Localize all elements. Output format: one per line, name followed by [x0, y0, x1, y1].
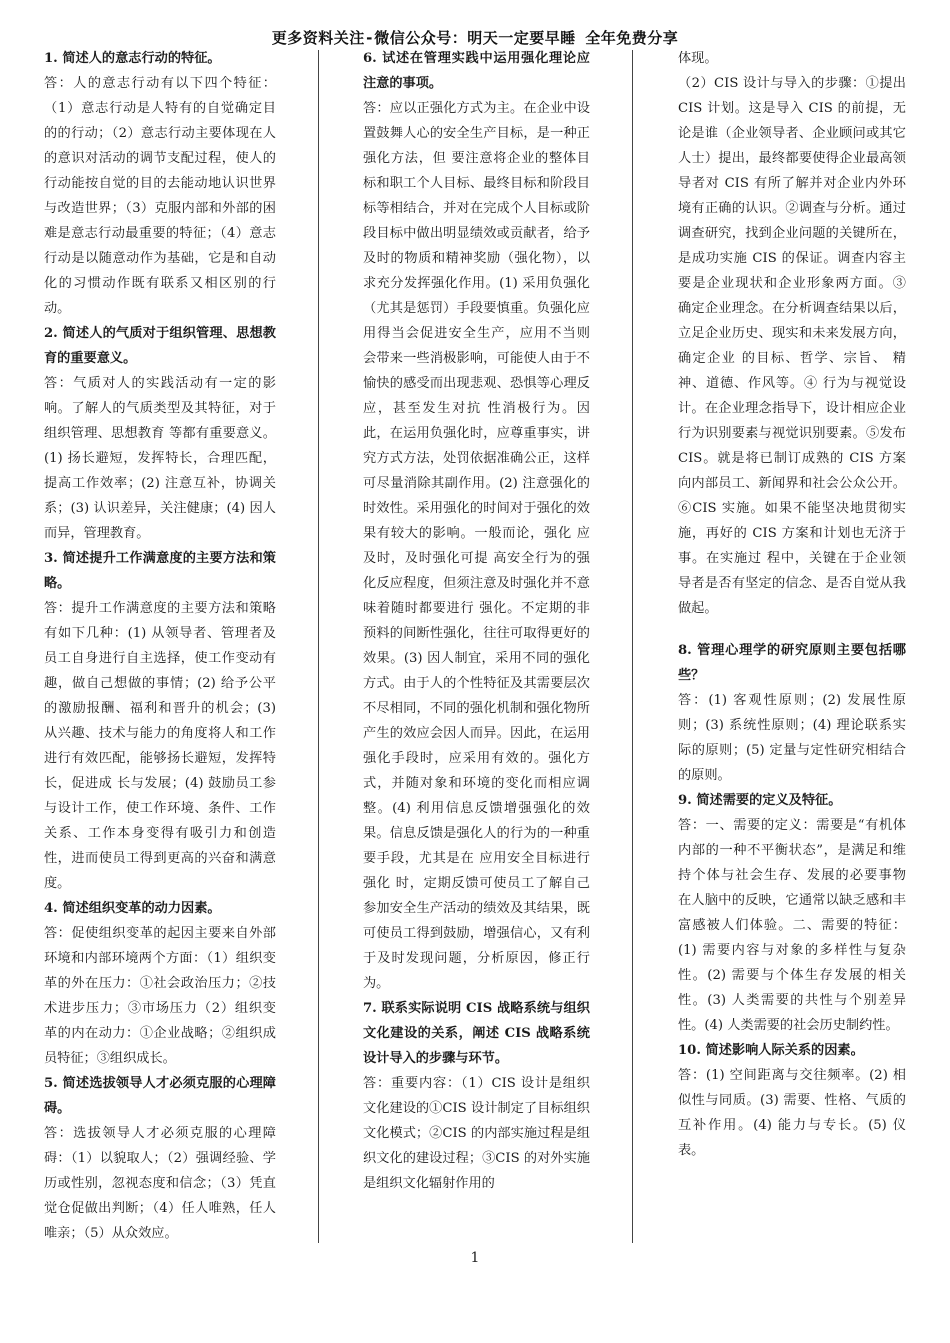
answer-7-part-2: 体现。 [678, 51, 718, 66]
text-column-1 [44, 46, 276, 1246]
page-number: 1 [470, 1250, 480, 1266]
question-9: 9. 简述需要的定义及特征。 [678, 793, 842, 808]
question-4: 4. 简述组织变革的动力因素。 [44, 901, 221, 916]
question-3: 3. 简述提升工作满意度的主要方法和策略。 [44, 551, 276, 591]
answer-4: 答：促使组织变革的起因主要来自外部环境和内部环境两个方面：（1）组织变革的外在压力：①社会政治压力；②技术进步压力；③市场压力（2）组织变革的内在动力：①企业战略；②组织成员特征；③组织成长。 [44, 926, 276, 1066]
text-column-3 [678, 46, 906, 1163]
paragraph-gap [678, 621, 906, 638]
answer-9: 答：一、需要的定义：需要是“有机体内部的一种不平衡状态”，是满足和维持个体与社会生存、发展的必要事物 在人脑中的反映，它通常以缺乏感和丰富感被人们体验。二、需要的特征：(1) 需要内容与对象的多样性与复杂性。(2) 需要与个体生存发展的相关性。(3) 人类需要的共性与个别差异性。(4) 人类需要的社会历史制约性。 [678, 818, 906, 1033]
text-column-2 [363, 46, 590, 1196]
answer-6: 答：应以正强化方式为主。在企业中设置鼓舞人心的安全生产目标，是一种正强化方法，但 要注意将企业的整体目标和职工个人目标、最终目标和阶段目标等相结合，并对在完成个人目标或阶段目标中做出明显绩效或贡献者，给予及时的物质和精神奖励（强化物），以求充分发挥强化作用。(1) 采用负强化（尤其是惩罚）手段要慎重。负强化应用得当会促进安全生产，应用不当则 会带来一些消极影响，可能使人由于不愉快的感受而出现悲观、恐惧等心理反应，甚至发生对抗 性消极行为。因此，在运用负强化时，应尊重事实，讲究方式方法，处罚依据准确公正，这样可尽量消除其副作用。(2) 注意强化的时效性。采用强化的时间对于强化的效果有较大的影响。一般而论，强化 应及时，及时强化可提 高安全行为的强化反应程度，但须注意及时强化并不意味着随时都要进行 强化。不定期的非预料的间断性强化，往往可取得更好的效果。(3) 因人制宜，采用不同的强化方式。由于人的个性特征及其需要层次不尽相同，不同的强化机制和强化物所产生的效应会因人而异。因此，在运用强化手段时，应采用有效的。强化方式，并随对象和环境的变化而相应调整。(4) 利用信息反馈增强强化的效果。信息反馈是强化人的行为的一种重要手段，尤其是在 应用安全目标进行强化 时，定期反馈可使员工了解自己参加安全生产活动的绩效及其结果，既可使员工得到鼓励，增强信心，又有利于及时发现问题，分析原因，修正行为。 [363, 101, 590, 991]
answer-1: 答：人的意志行动有以下四个特征：（1）意志行动是人特有的自觉确定目的的行动；（2）意志行动主要体现在人的意识对活动的调节支配过程，使人的行动能按自觉的目的去能动地认识世界与改造世界；（3）克服内部和外部的困难是意志行动最重要的特征；（4）意志行动是以随意动作为基础，它是和自动化的习惯动作既有联系又相区别的行动。 [44, 76, 276, 316]
answer-5: 答：选拔领导人才必须克服的心理障碍：（1）以貌取人；（2）强调经验、学历或性别，忽视态度和信念；（3）凭直觉仓促做出判断；（4）任人唯熟，任人唯亲；（5）从众效应。 [44, 1126, 276, 1241]
question-8: 8. 管理心理学的研究原则主要包括哪些？ [678, 643, 906, 683]
question-2: 2. 简述人的气质对于组织管理、思想教育的重要意义。 [44, 326, 276, 366]
column-divider-1 [318, 50, 319, 1243]
question-7: 7. 联系实际说明 CIS 战略系统与组织文化建设的关系，阐述 CIS 战略系统设计导入的步骤与环节。 [363, 1001, 590, 1066]
answer-8: 答：(1) 客观性原则；(2) 发展性原则；(3) 系统性原则；(4) 理论联系实际的原则；(5) 定量与定性研究相结合的原则。 [678, 693, 906, 783]
question-1: 1. 简述人的意志行动的特征。 [44, 51, 221, 66]
question-6: 6. 试述在管理实践中运用强化理论应注意的事项。 [363, 51, 590, 91]
header-banner: 更多资料关注-微信公众号：明天一定要早睡 全年免费分享 [271, 29, 679, 47]
answer-10: 答：(1) 空间距离与交往频率。(2) 相似性与同质。(3) 需要、性格、气质的互补作用。(4) 能力与专长。(5) 仪表。 [678, 1068, 906, 1158]
answer-3: 答：提升工作满意度的主要方法和策略有如下几种：(1) 从领导者、管理者及员工自身进行自主选择，使工作变动有趣，做自己想做的事情；(2) 给予公平的激励报酬、福利和晋升的机会；(3) 从兴趣、技术与能力的角度将人和工作进行有效匹配，能够扬长避短，发挥特长，促进成 长与发展；(4) 鼓励员工参与设计工作，使工作环境、条件、工作关系、工作本身变得有吸引力和创造性，进而使员工得到更高的兴奋和满意度。 [44, 601, 276, 891]
answer-7-part-1: 答：重要内容：（1）CIS 设计是组织文化建设的①CIS 设计制定了目标组织文化模式；②CIS 的内部实施过程是组织文化的建设过程；③CIS 的对外实施是组织文化辐射作用的 [363, 1076, 590, 1191]
answer-2: 答：气质对人的实践活动有一定的影响。了解人的气质类型及其特征，对于组织管理、思想教育 等都有重要意义。(1) 扬长避短，发挥特长，合理匹配，提高工作效率；(2) 注意互补，协调关系；(3) 认识差异，关注健康；(4) 因人而异，管理教育。 [44, 376, 276, 541]
column-divider-2 [632, 50, 633, 1243]
question-10: 10. 简述影响人际关系的因素。 [678, 1043, 864, 1058]
question-5: 5. 简述选拔领导人才必须克服的心理障碍。 [44, 1076, 276, 1116]
answer-7-part-3: （2）CIS 设计与导入的步骤：①提出 CIS 计划。这是导入 CIS 的前提，无论是谁（企业领导者、企业顾问或其它人士）提出，最终都要使得企业最高领导者对 CIS 有所了解并对企业内外环境有正确的认识。②调查与分析。通过调查研究，找到企业问题的关键所在，是成功实施 CIS 的保证。调查内容主要是企业现状和企业形象两方面。③ 确定企业理念。在分析调查结果以后，立足企业历史、现实和未来发展方向，确定企业 的目标、哲学、宗旨、 精神、道德、作风等。④ 行为与视觉设计。在企业理念指导下，设计相应企业行为识别要素与视觉识别要素。⑤发布 CIS。就是将已制订成熟的 CIS 方案向内部员工、新闻界和社会公众公开。⑥CIS 实施。如果不能坚决地贯彻实施，再好的 CIS 方案和计划也无济于事。在实施过 程中，关键在于企业领导者是否有坚定的信念、是否自觉从我做起。 [678, 76, 906, 616]
